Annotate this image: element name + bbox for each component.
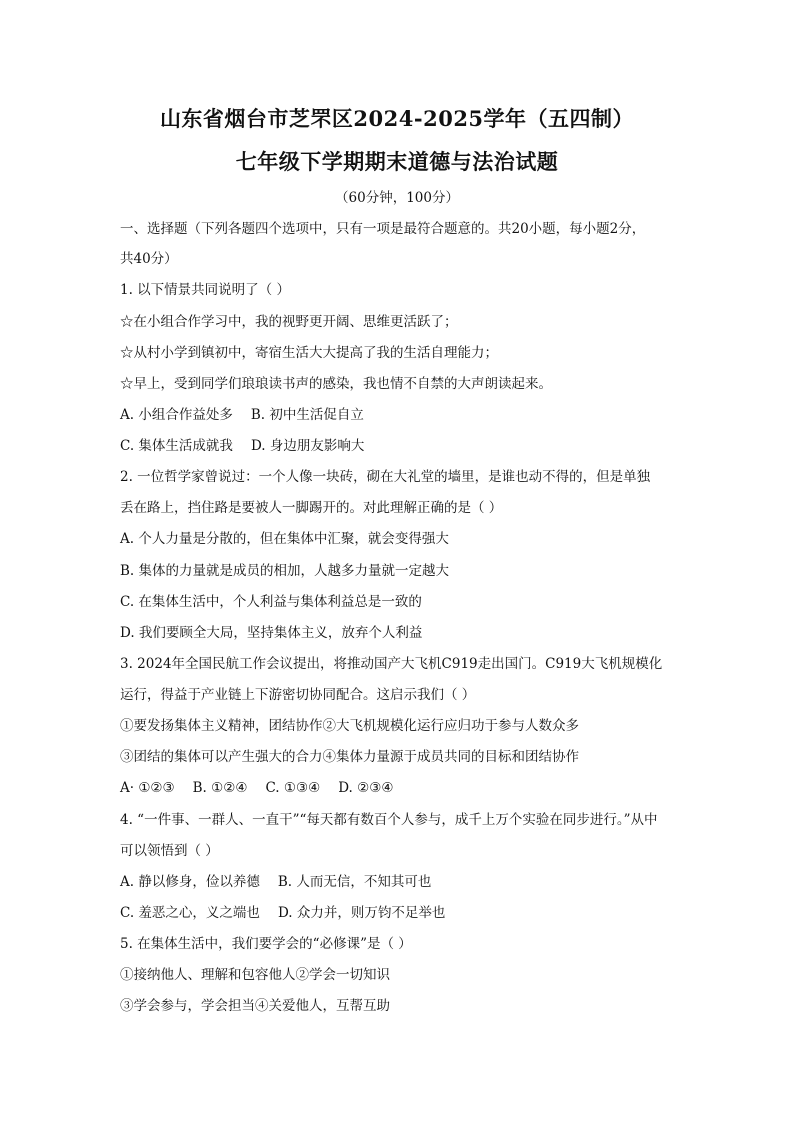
q4-options-ab	[120, 873, 431, 891]
q1-item2: ☆从村小学到镇初中，寄宿生活大大提高了我的生活自理能力；	[120, 345, 498, 361]
q3-item1: ①要发扬集体主义精神，团结协作②大飞机规模化运行应归功于参与人数众多	[120, 718, 579, 734]
q3-stem-line1: 3. 2024年全国民航工作会议提出，将推动国产大飞机C919走出国门。C919大飞机规模化	[120, 656, 663, 672]
q4-option-c: C. 羞恶之心，义之端也	[120, 905, 260, 921]
section-intro-line1: 一、选择题（下列各题四个选项中，只有一项是最符合题意的。共20小题，每小题2分，	[120, 221, 646, 237]
q4-stem-line2: 可以领悟到（ ）	[120, 843, 219, 859]
q2-stem-line2: 丢在路上，挡住路是要被人一脚踢开的。对此理解正确的是（ ）	[120, 500, 503, 516]
exam-duration-score: （60分钟，100分）	[335, 190, 459, 206]
q2-option-c: C. 在集体生活中，个人利益与集体利益总是一致的	[120, 594, 422, 610]
q4-options-cd	[120, 904, 445, 922]
exam-title-line2: 七年级下学期期末道德与法治试题	[235, 149, 559, 174]
q2-option-a: A. 个人力量是分散的，但在集体中汇聚，就会变得强大	[120, 531, 449, 547]
q4-stem-line1: 4. “一件事、一群人、一直干”“每天都有数百个人参与，成千上万个实验在同步进行。”从中	[120, 812, 658, 828]
q4-option-d: D. 众力并，则万钧不足举也	[277, 905, 446, 921]
q2-option-b: B. 集体的力量就是成员的相加，人越多力量就一定越大	[120, 563, 450, 579]
q1-stem: 1. 以下情景共同说明了（ ）	[120, 282, 290, 298]
q3-option-c: C. ①③④	[265, 780, 321, 796]
exam-title-line1: 山东省烟台市芝罘区2024-2025学年（五四制）	[159, 106, 635, 131]
section-intro-line2: 共40分）	[120, 251, 178, 267]
q3-option-d: D. ②③④	[338, 780, 394, 796]
q1-option-a: A. 小组合作益处多	[120, 407, 233, 423]
q5-stem: 5. 在集体生活中，我们要学会的“必修课”是（ ）	[120, 936, 412, 952]
q3-option-b: B. ①②④	[192, 780, 248, 796]
q1-item3: ☆早上，受到同学们琅琅读书声的感染，我也情不自禁的大声朗读起来。	[120, 376, 552, 392]
q3-item2: ③团结的集体可以产生强大的合力④集体力量源于成员共同的目标和团结协作	[120, 749, 579, 765]
q5-item1: ①接纳他人、理解和包容他人②学会一切知识	[120, 967, 390, 983]
q3-option-a: A· ①②③	[120, 780, 175, 796]
q3-stem-line2: 运行，得益于产业链上下游密切协同配合。这启示我们（ ）	[120, 687, 476, 703]
q1-option-b: B. 初中生活促自立	[250, 407, 364, 423]
q4-option-a: A. 静以修身，俭以养德	[120, 874, 260, 890]
q3-options	[120, 779, 393, 797]
q4-option-b: B. 人而无信，不知其可也	[277, 874, 432, 890]
q1-option-c: C. 集体生活成就我	[120, 438, 233, 454]
q2-stem-line1: 2. 一位哲学家曾说过：一个人像一块砖，砌在大礼堂的墙里，是谁也动不得的，但是单独	[120, 469, 651, 485]
q1-option-d: D. 身边朋友影响大	[250, 438, 365, 454]
q1-item1: ☆在小组合作学习中，我的视野更开阔、思维更活跃了；	[120, 314, 458, 330]
q2-option-d: D. 我们要顾全大局，坚持集体主义，放弃个人利益	[120, 625, 423, 641]
q1-options-cd	[120, 437, 364, 455]
q5-item2: ③学会参与，学会担当④关爱他人，互帮互助	[120, 998, 390, 1014]
q1-options-ab	[120, 406, 364, 424]
